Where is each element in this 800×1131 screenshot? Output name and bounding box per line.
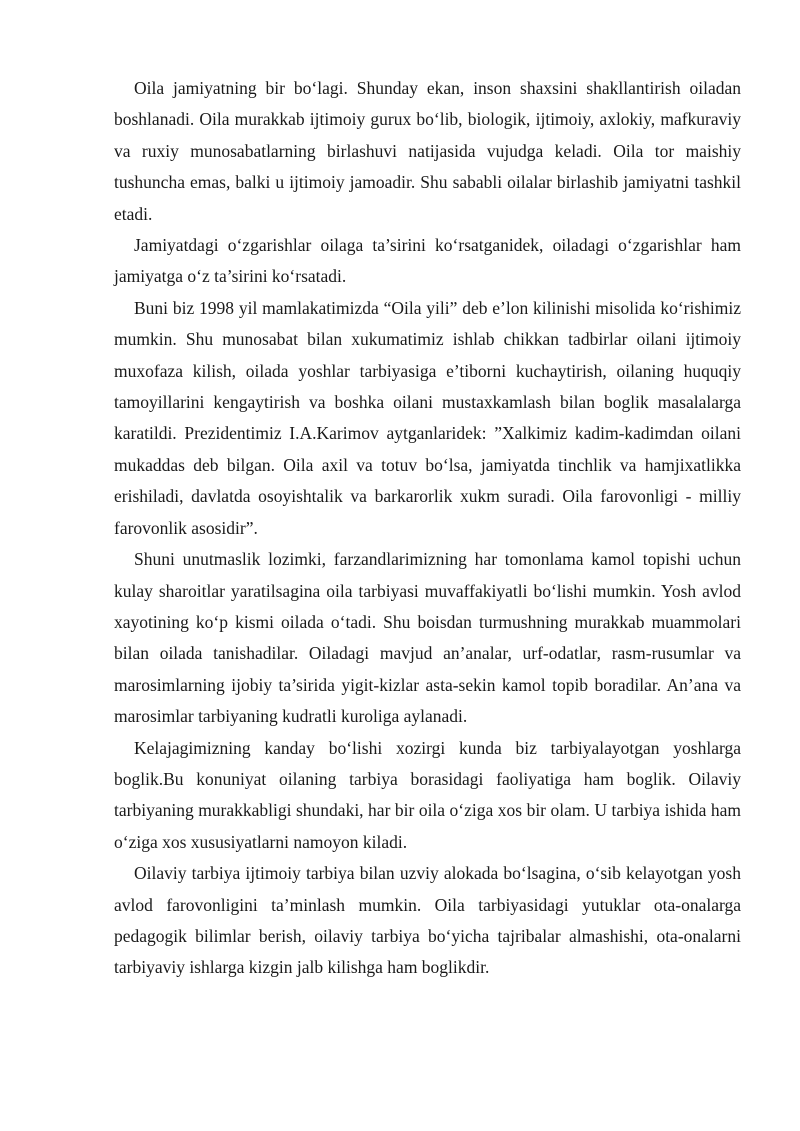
paragraph-5: Kelajagimizning kanday bo‘lishi xozirgi kunda biz tarbiyalayotgan yoshlarga boglik.Bu konuniyat oilaning tarbiya borasidagi faoliyatiga ham boglik. Oilaviy tarbiyaning murakkabligi shundaki, har bir oila o‘ziga xos bir olam. U tarbiya ishida ham o‘ziga xos xususiyatlarni namoyon kiladi.: [114, 737, 741, 852]
document-page: [114, 73, 741, 984]
paragraph-1: Oila jamiyatning bir bo‘lagi. Shunday ekan, inson shaxsini shakllantirish oiladan boshlanadi. Oila murakkab ijtimoiy gurux bo‘lib, biologik, ijtimoiy, axlokiy, mafkuraviy va ruxiy munosabatlarning birlashuvi natijasida vujudga keladi. Oila tor maishiy tushuncha emas, balki u ijtimoiy jamoadir. Shu sababli oilalar birlashib jamiyatni tashkil etadi.: [114, 78, 741, 224]
paragraph-3: Buni biz 1998 yil mamlakatimizda “Oila yili” deb e’lon kilinishi misolida ko‘rishimiz mumkin. Shu munosabat bilan xukumatimiz ishlab chikkan tadbirlar oilani ijtimoiy muxofaza kilish, oilada yoshlar tarbiyasiga e’tiborni kuchaytirish, oilaning huquqiy tamoyillarini kengaytirish va boshka oilani mustaxkamlash bilan boglik masalalarga karatildi. Prezidentimiz I.A.Karimov aytganlaridek: ”Xalkimiz kadim-kadimdan oilani mukaddas deb bilgan. Oila axil va totuv bo‘lsa, jamiyatda tinchlik va hamjixatlikka erishiladi, davlatda osoyishtalik va barkarorlik xukm suradi. Oila farovonligi - milliy farovonlik asosidir”.: [114, 297, 741, 538]
paragraph-2: Jamiyatdagi o‘zgarishlar oilaga ta’sirini ko‘rsatganidek, oiladagi o‘zgarishlar ham jamiyatga o‘z ta’sirini ko‘rsatadi.: [114, 235, 741, 287]
paragraph-4: Shuni unutmaslik lozimki, farzandlarimizning har tomonlama kamol topishi uchun kulay sharoitlar yaratilsagina oila tarbiyasi muvaffakiyatli bo‘lishi mumkin. Yosh avlod xayotining ko‘p kismi oilada o‘tadi. Shu boisdan turmushning murakkab muammolari bilan oilada tanishadilar. Oiladagi mavjud an’analar, urf-odatlar, rasm-rusumlar va marosimlarning ijobiy ta’sirida yigit-kizlar asta-sekin kamol topib boradilar. An’ana va marosimlar tarbiyaning kudratli kuroliga aylanadi.: [114, 549, 741, 727]
paragraph-6: Oilaviy tarbiya ijtimoiy tarbiya bilan uzviy alokada bo‘lsagina, o‘sib kelayotgan yosh avlod farovonligini ta’minlash mumkin. Oila tarbiyasidagi yutuklar ota-onalarga pedagogik bilimlar berish, oilaviy tarbiya bo‘yicha tajribalar almashishi, ota-onalarni tarbiyaviy ishlarga kizgin jalb kilishga ham boglikdir.: [114, 863, 741, 978]
